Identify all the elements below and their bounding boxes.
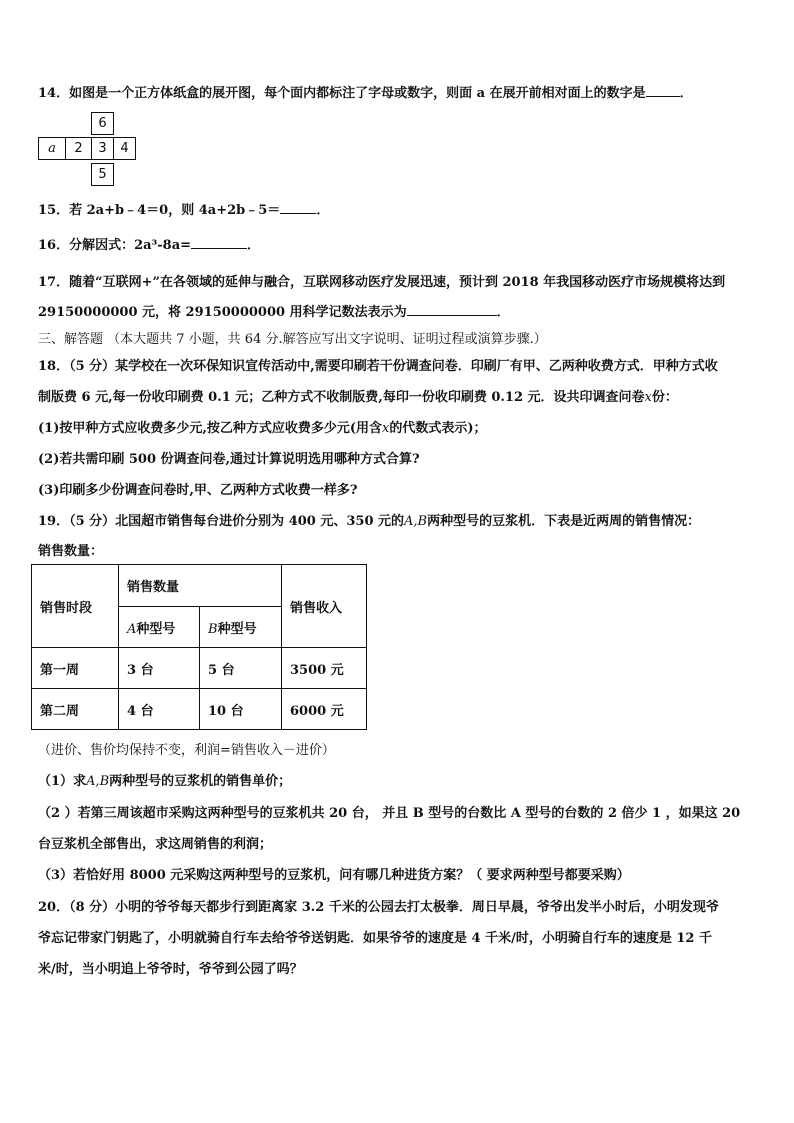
question-16: 16．分解因式：2a³-8a= ． xyxy=(38,238,261,253)
answer-blank-17 xyxy=(407,303,497,316)
question-18-part-2: (2)若共需印刷 500 份调查问卷,通过计算说明选用哪种方式合算? xyxy=(38,452,420,467)
cube-net-figure xyxy=(38,112,148,187)
question-17-line1: 17．随着“互联网+”在各领域的延伸与融合，互联网移动医疗发展迅速，预计到 2018 年我国移动医疗市场规模将达到 xyxy=(38,275,726,290)
sales-table xyxy=(31,564,367,730)
question-20-line1: 20．（8 分）小明的爷爷每天都步行到距离家 3.2 千米的公园去打太极拳．周日早晨，爷爷出发半小时后，小明发现爷 xyxy=(38,900,719,915)
question-20-line2: 爷忘记带家门钥匙了，小明就骑自行车去给爷爷送钥匙．如果爷爷的速度是 4 千米/时，小明骑自行车的速度是 12 千 xyxy=(38,931,712,946)
net-cell-a: a xyxy=(38,137,66,160)
section-3-header: 三、解答题 （本大题共 7 小题，共 64 分.解答应写出文字说明、证明过程或演算步骤.） xyxy=(38,332,547,347)
header-period: 销售时段 xyxy=(32,565,119,648)
question-19-part-2-line1: （2 ）若第三周该超市采购这两种型号的豆浆机共 20 台， 并且 B 型号的台数比 A 型号的台数的 2 倍少 1 ，如果这 20 xyxy=(38,806,741,821)
header-quantity: 销售数量 xyxy=(119,565,282,607)
net-cell-5: 5 xyxy=(91,163,114,186)
header-type-a: A种型号 xyxy=(119,607,200,648)
question-14: 14．如图是一个正方体纸盒的展开图，每个面内都标注了字母或数字，则面 a 在展开前相对面上的数字是 ． xyxy=(38,86,693,101)
net-cell-3: 3 xyxy=(91,137,114,160)
header-type-b: B种型号 xyxy=(200,607,282,648)
question-19-part-2-line2: 台豆浆机全部售出，求这周销售的利润； xyxy=(38,837,273,852)
question-18-line2: 制版费 6 元,每一份收印刷费 0.1 元；乙种方式不收制版费,每印一份收印刷费 0.12 元．设共印调查问卷x份： xyxy=(38,390,678,405)
question-17-line2: 29150000000 元，将 29150000000 用科学记数法表示为 ． xyxy=(38,305,510,320)
question-19-part-1: （1）求A,B两种型号的豆浆机的销售单价； xyxy=(38,774,292,789)
question-19-label: 销售数量： xyxy=(38,544,104,559)
question-19-part-3: （3）若恰好用 8000 元采购这两种型号的豆浆机，问有哪几种进货方案？（ 要求两种型号都要采购） xyxy=(38,868,630,883)
table-row: 第一周 3 台 5 台 3500 元 xyxy=(32,648,367,689)
net-cell-4: 4 xyxy=(113,137,136,160)
question-15: 15．若 2a+b﹣4＝0，则 4a+2b﹣5＝ ． xyxy=(38,203,330,218)
question-18-part-1: (1)按甲种方式应收费多少元,按乙种方式应收费多少元(用含x的代数式表示)； xyxy=(38,421,487,436)
question-18-part-3: (3)印刷多少份调查问卷时,甲、乙两种方式收费一样多? xyxy=(38,483,358,498)
question-18-line1: 18．（5 分）某学校在一次环保知识宣传活动中,需要印刷若干份调查问卷．印刷厂有甲、乙两种收费方式．甲种方式收 xyxy=(38,359,718,374)
net-cell-2: 2 xyxy=(65,137,92,160)
answer-blank-16 xyxy=(191,236,247,249)
question-20-line3: 米/时，当小明追上爷爷时，爷爷到公园了吗？ xyxy=(38,962,303,977)
header-income: 销售收入 xyxy=(282,565,367,648)
question-19-line1: 19．（5 分）北国超市销售每台进价分别为 400 元、350 元的A,B两种型号的豆浆机．下表是近两周的销售情况： xyxy=(38,514,701,529)
table-row: 第二周 4 台 10 台 6000 元 xyxy=(32,689,367,730)
net-cell-6: 6 xyxy=(91,112,114,135)
answer-blank-14 xyxy=(646,84,680,97)
answer-blank-15 xyxy=(280,201,316,214)
question-19-note: （进价、售价均保持不变，利润=销售收入－进价） xyxy=(38,743,335,758)
